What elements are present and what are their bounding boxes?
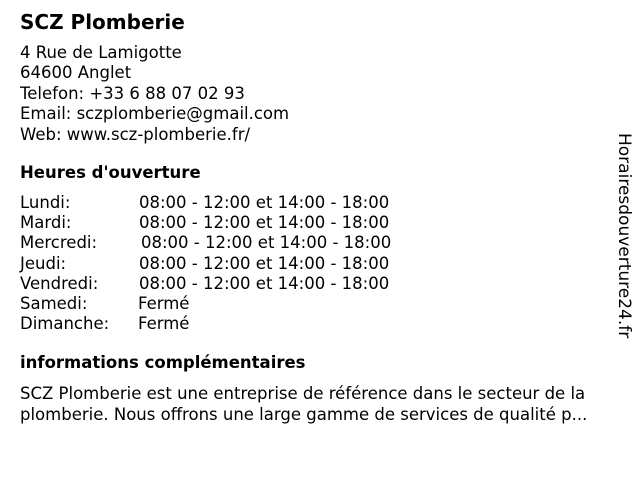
opening-hours-heading: Heures d'ouverture [20,163,201,182]
website: Web: www.scz-plomberie.fr/ [20,124,251,144]
contact-block [20,43,289,145]
day-label: Samedi: [20,293,88,313]
phone-number: Telefon: +33 6 88 07 02 93 [20,83,245,103]
time-range: 08:00 - 12:00 et 14:00 - 18:00 [139,193,390,212]
time-range: Fermé [138,314,190,334]
info-line: plomberie. Nous offrons une large gamme de services de qualité p... [20,405,588,424]
day-label: Jeudi: [20,253,67,273]
email-address: Email: sczplomberie@gmail.com [20,104,290,124]
business-name: SCZ Plomberie [20,10,185,34]
info-line: SCZ Plomberie est une entreprise de référence dans le secteur de la [20,384,586,403]
time-range: Fermé [138,293,190,313]
day-label: Mardi: [20,213,72,233]
site-watermark: Horairesdouverture24.fr [614,133,634,339]
day-label: Vendredi: [20,273,99,293]
day-label: Lundi: [20,193,71,212]
time-range: 08:00 - 12:00 et 14:00 - 18:00 [139,253,390,273]
day-label: Mercredi: [20,233,98,253]
time-range: 08:00 - 12:00 et 14:00 - 18:00 [139,273,390,293]
day-label: Dimanche: [20,314,110,334]
additional-info-text [20,383,625,425]
address-street: 4 Rue de Lamigotte [20,43,182,62]
time-range: 08:00 - 12:00 et 14:00 - 18:00 [139,213,390,233]
additional-info-heading: informations complémentaires [20,353,306,372]
address-city: 64600 Anglet [20,63,132,83]
time-range: 08:00 - 12:00 et 14:00 - 18:00 [141,233,392,253]
